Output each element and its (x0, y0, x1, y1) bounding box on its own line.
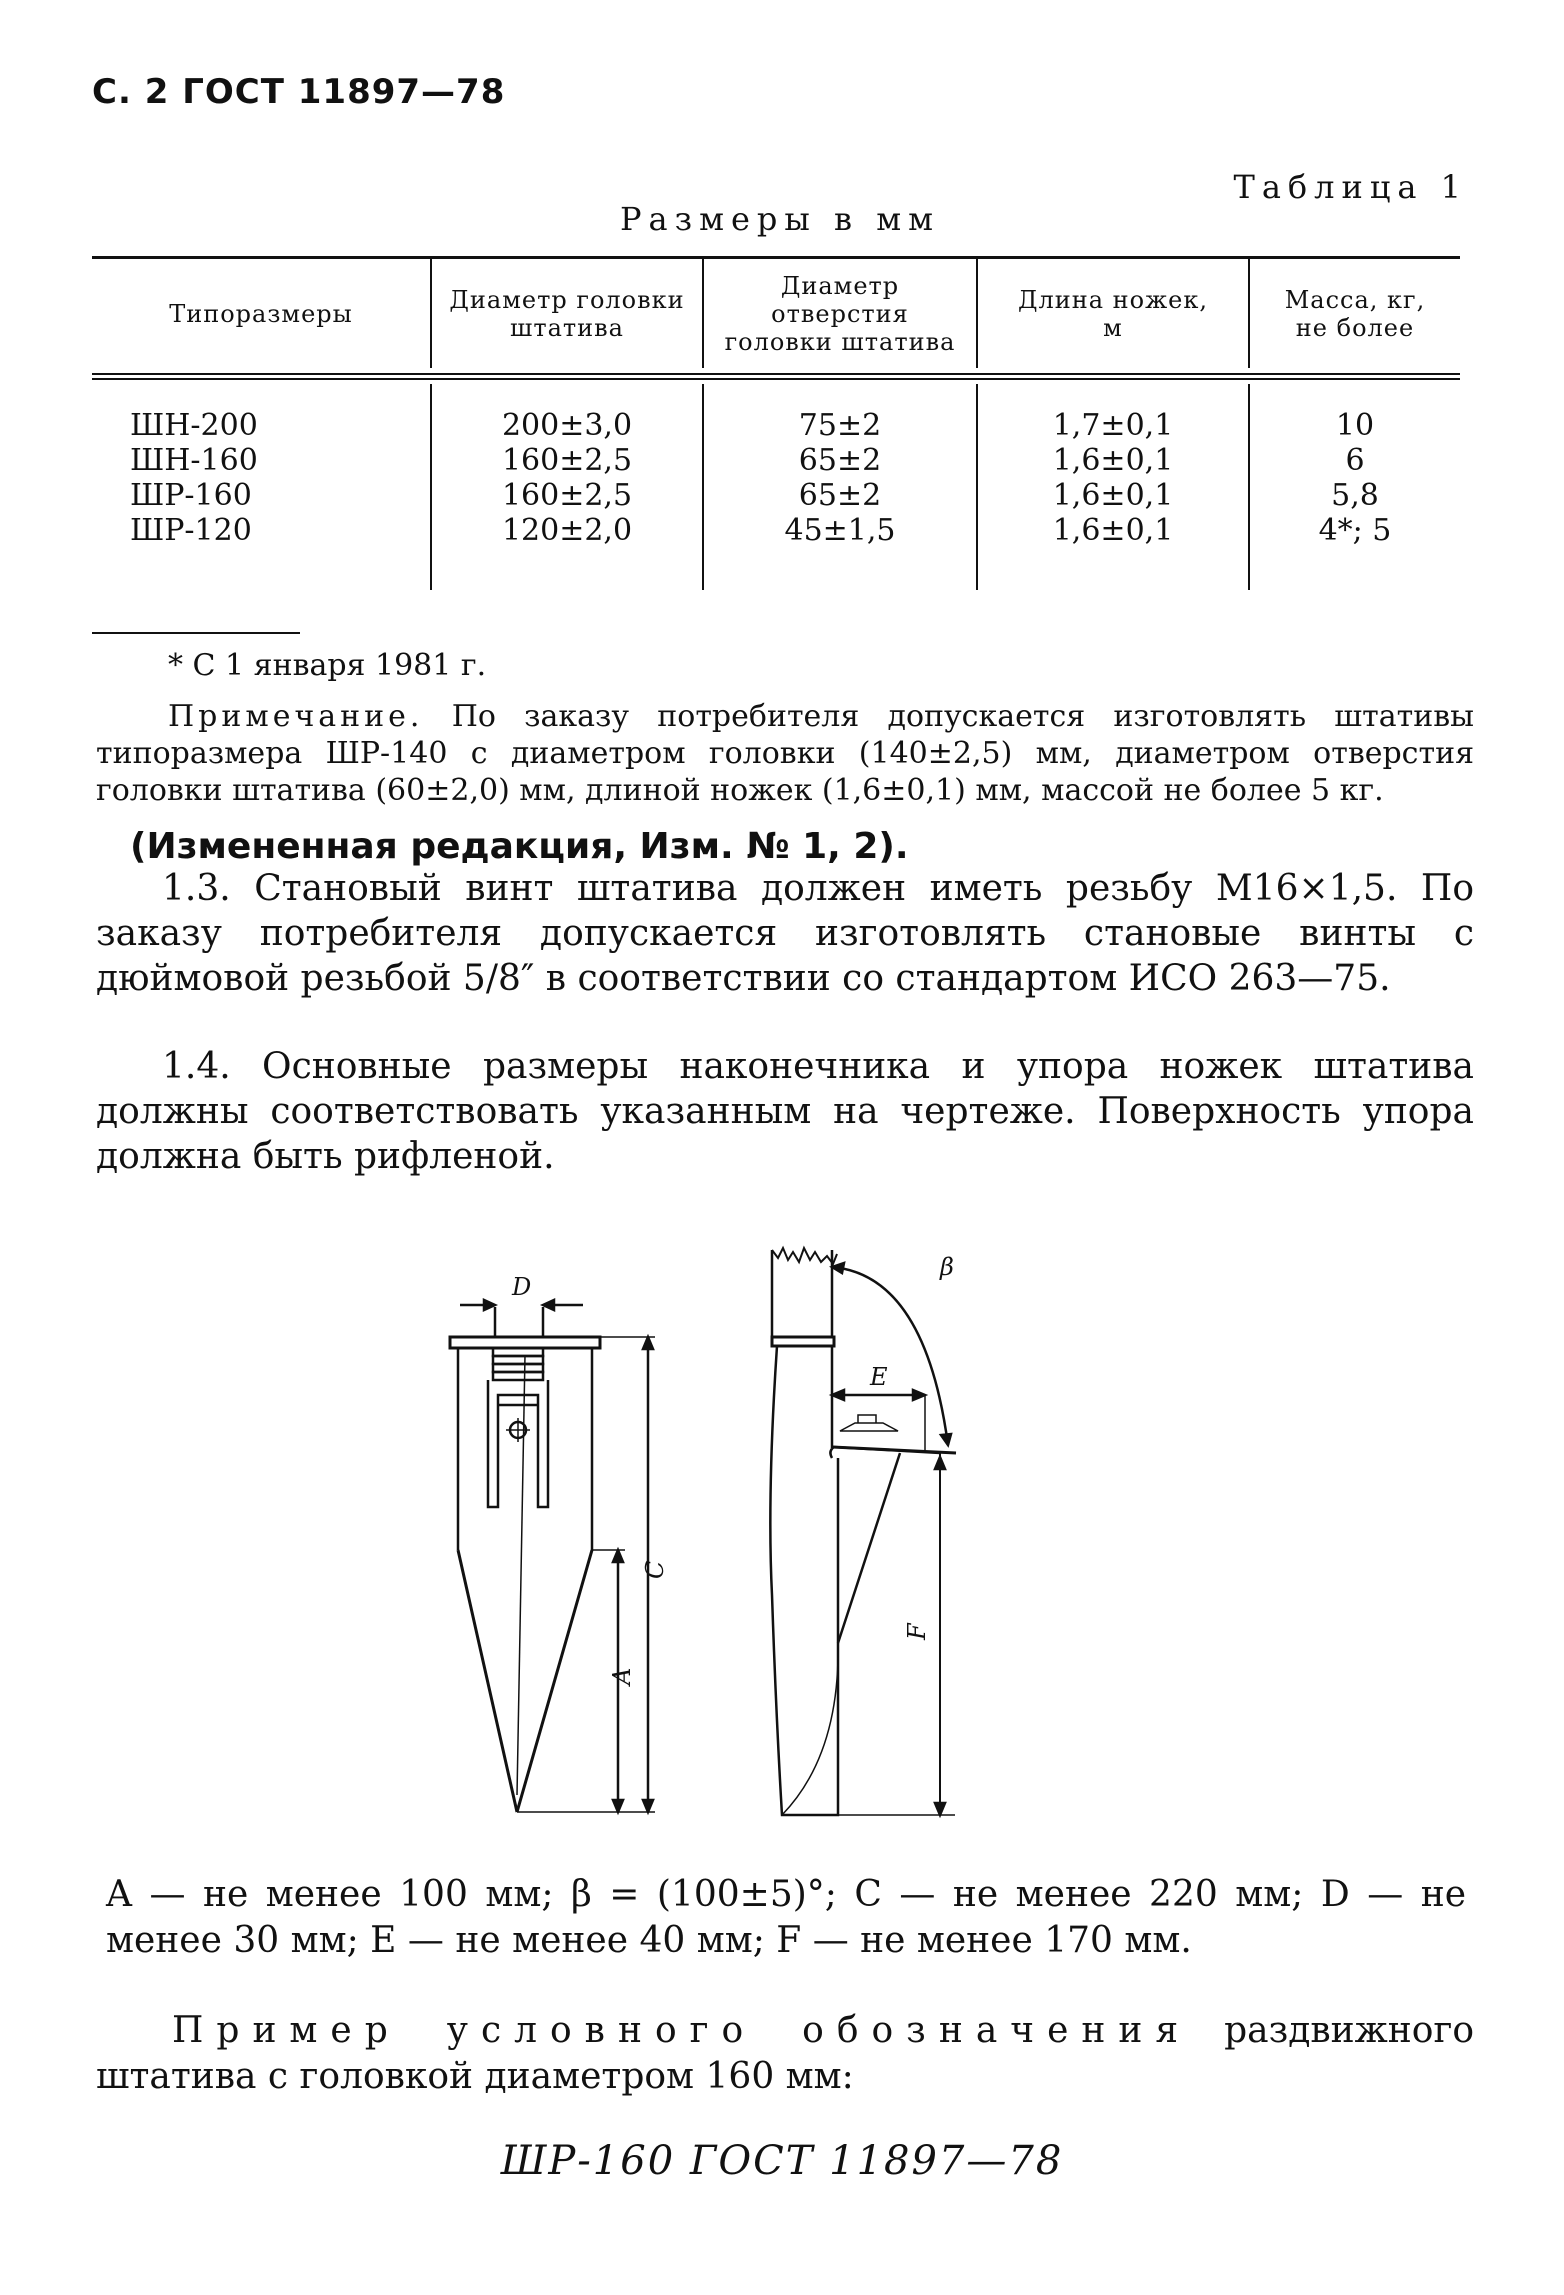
dimension-labels (511, 1253, 954, 1687)
designation: ШР-160 ГОСТ 11897—78 (500, 2138, 1064, 2184)
table-col-hole-diameter (704, 408, 976, 548)
table-top-rule (92, 256, 1460, 259)
table-cell: 1,6±0,1 (1052, 478, 1174, 513)
table-cell: 160±2,5 (501, 478, 633, 513)
table-col-leg-length (978, 408, 1248, 548)
table-header-rule-2 (92, 378, 1460, 380)
table-cell: 1,7±0,1 (1052, 408, 1174, 443)
table-col-head-diameter (432, 408, 702, 548)
footnote-rule (92, 632, 300, 634)
table-cell: 160±2,5 (501, 443, 633, 478)
designation-example (96, 2008, 1474, 2100)
stop-side-view (770, 1248, 956, 1815)
table-note (96, 698, 1474, 809)
label-c: C (641, 1560, 669, 1579)
table-cell: 6 (1345, 443, 1365, 478)
table-cell: 120±2,0 (501, 513, 633, 548)
change-note: (Измененная редакция, Изм. № 1, 2). (130, 826, 909, 867)
table-cell: ШР-160 (130, 478, 252, 513)
label-d: D (512, 1273, 532, 1301)
table-cell: 4*; 5 (1318, 513, 1392, 548)
table-units: Размеры в мм (620, 200, 940, 238)
table-cell: ШН-160 (130, 443, 258, 478)
table-cell: ШР-120 (130, 513, 252, 548)
table-col-size (130, 408, 258, 548)
page-header: С. 2 ГОСТ 11897—78 (92, 72, 506, 112)
table-cell: 1,6±0,1 (1052, 443, 1174, 478)
footnote: * С 1 января 1981 г. (168, 648, 487, 683)
table-label: Таблица 1 (1233, 168, 1468, 206)
label-beta: β (940, 1253, 954, 1281)
dimension-legend: A — не менее 100 мм; β = (100±5)°; C — не менее 220 мм; D — не менее 30 мм; E — не менее 40 мм; F — не менее 170 мм. (106, 1874, 1466, 1961)
table-cell: 10 (1335, 408, 1375, 443)
table-cell: ШН-200 (130, 408, 258, 443)
example-intro: Пример условного обозначения (172, 2010, 1192, 2051)
clause-1-4: 1.4. Основные размеры наконечника и упора ножек штатива должны соответствовать указанным на чертеже. Поверхность упора должна быть рифленой. (96, 1046, 1474, 1177)
label-a: A (608, 1667, 636, 1685)
label-f: F (903, 1623, 931, 1640)
table-cell: 200±3,0 (501, 408, 633, 443)
table-cell: 75±2 (798, 408, 882, 443)
column-header: Длина ножек, м (1017, 286, 1209, 342)
tip-and-stop-drawing (420, 1195, 1060, 1835)
tip-front-view (450, 1300, 655, 1812)
clause-1-3: 1.3. Становый винт штатива должен иметь резьбу М16×1,5. По заказу потребителя допускается изготовлять становые винты с дюймовой резьбой 5/8″ в соответствии со стандартом ИСО 263—75. (96, 868, 1474, 999)
column-header: Диаметр головки штатива (449, 286, 685, 342)
table-cell: 45±1,5 (784, 513, 896, 548)
table-col-mass (1250, 408, 1460, 548)
label-e: E (870, 1363, 888, 1391)
note-title: Примечание. (168, 699, 424, 734)
column-header: Типоразмеры (169, 300, 353, 328)
table-cell: 65±2 (798, 478, 882, 513)
note-text: По заказу потребителя допускается изготовлять штативы типоразмера ШР-140 с диаметром головки (140±2,5) мм, диаметром отверстия головки штатива (60±2,0) мм, длиной ножек (1,6±0,1) мм, массой не более 5 кг. (96, 699, 1474, 808)
example-rest: раздвижного штатива с головкой диаметром 160 мм: (96, 2010, 1474, 2097)
table-cell: 5,8 (1331, 478, 1379, 513)
dimensions-table (92, 256, 1460, 591)
table-cell: 1,6±0,1 (1052, 513, 1174, 548)
table-header-rule (92, 373, 1460, 375)
table-cell: 65±2 (798, 443, 882, 478)
column-header: Масса, кг, не более (1284, 286, 1426, 342)
column-header: Диаметр отверстия головки штатива (724, 272, 956, 356)
